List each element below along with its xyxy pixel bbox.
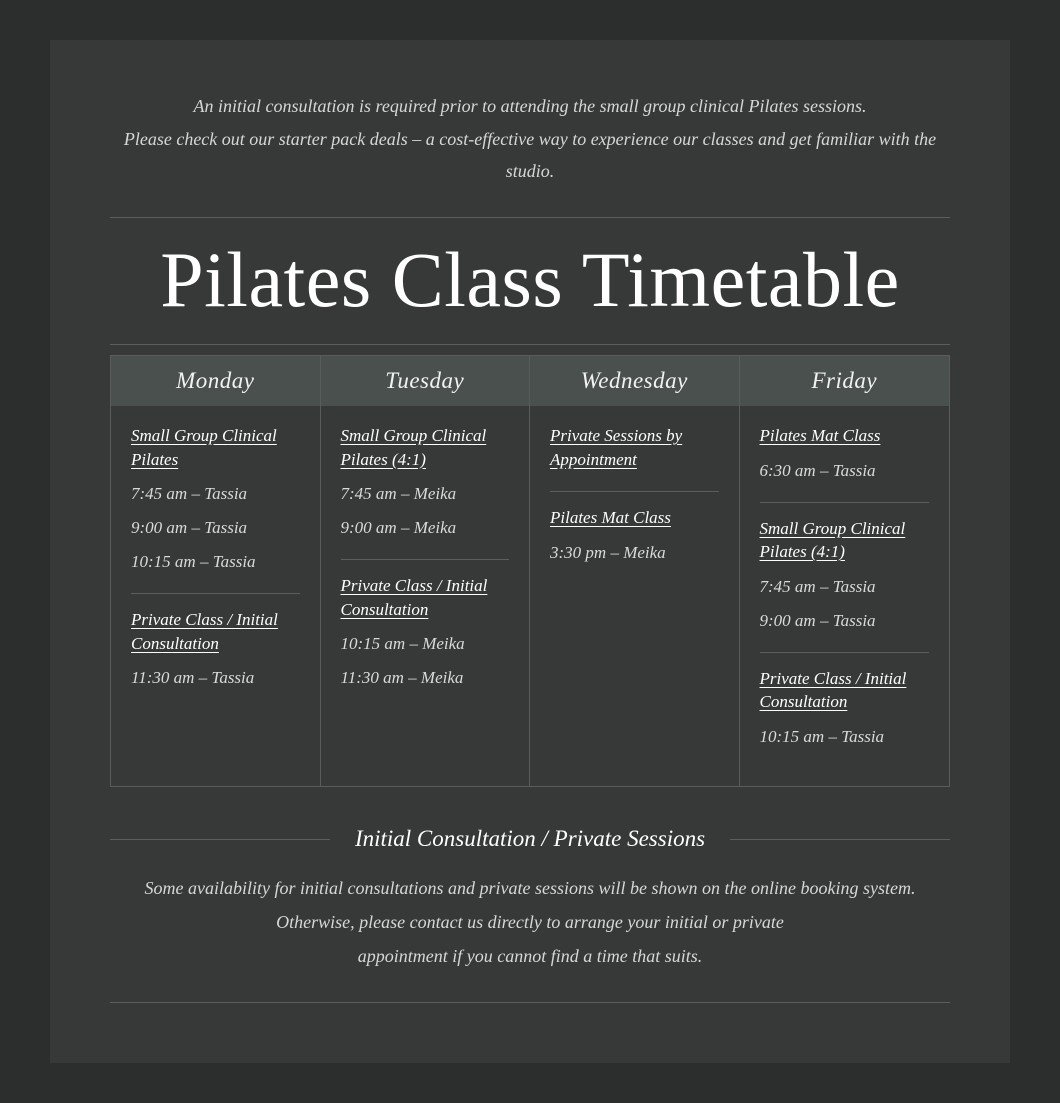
class-time-slot: 7:45 am – Tassia (131, 484, 248, 503)
day-classes (530, 406, 739, 564)
class-link[interactable]: Pilates Mat Class (550, 508, 671, 527)
divider (110, 344, 950, 345)
class-link[interactable]: Small Group Clinical Pilates (4:1) (340, 426, 487, 469)
divider (110, 217, 950, 218)
day-header: Friday (740, 356, 950, 406)
class-time-slot: 11:30 am – Tassia (131, 668, 255, 687)
class-time-slot: 9:00 am – Tassia (131, 518, 248, 537)
class-divider (760, 652, 930, 653)
class-divider (131, 593, 300, 594)
subsection-title: Initial Consultation / Private Sessions (354, 826, 706, 851)
class-link[interactable]: Private Class / Initial Consultation (759, 668, 907, 711)
day-column-monday (111, 356, 321, 786)
class-link[interactable]: Small Group Clinical Pilates (4:1) (759, 518, 906, 561)
divider (110, 1002, 950, 1003)
class-link[interactable]: Pilates Mat Class (759, 426, 881, 445)
class-time-slot: 11:30 am – Meika (340, 668, 464, 687)
timetable (110, 355, 950, 787)
intro-line-1: An initial consultation is required prior to attending the small group clinical Pilates sessions. (193, 96, 867, 116)
class-time-slot: 6:30 am – Tassia (759, 460, 876, 480)
day-column-friday (740, 356, 950, 786)
class-link[interactable]: Private Sessions by Appointment (550, 426, 683, 469)
subsection-line-1: Some availability for initial consultations and private sessions will be shown on the online booking system. (144, 878, 916, 898)
class-divider (341, 559, 510, 560)
page-title: Pilates Class Timetable (160, 236, 900, 323)
class-divider (760, 502, 930, 503)
day-classes (111, 406, 320, 689)
intro-line-2: Please check out our starter pack deals – a cost-effective way to experience our classes and get familiar with the studio. (123, 128, 937, 181)
class-time-slot: 9:00 am – Tassia (759, 610, 876, 630)
intro-text (110, 90, 950, 188)
day-header: Monday (111, 356, 320, 406)
class-time-slot: 10:15 am – Tassia (759, 726, 885, 746)
day-header: Tuesday (321, 356, 530, 406)
class-time-slot: 7:45 am – Tassia (759, 576, 876, 596)
subsection-header (110, 820, 950, 860)
class-divider (550, 491, 719, 492)
class-time-slot: 10:15 am – Tassia (131, 552, 256, 571)
class-link[interactable]: Private Class / Initial Consultation (131, 610, 278, 653)
class-time-slot: 10:15 am – Meika (340, 634, 465, 653)
day-classes (321, 406, 530, 689)
subsection-text (110, 871, 950, 973)
class-link[interactable]: Private Class / Initial Consultation (340, 576, 488, 619)
class-link[interactable]: Small Group Clinical Pilates (131, 426, 277, 469)
day-column-wednesday (530, 356, 740, 786)
class-time-slot: 3:30 pm – Meika (550, 542, 666, 562)
day-header: Wednesday (530, 356, 739, 406)
day-classes (740, 406, 950, 748)
day-column-tuesday (321, 356, 531, 786)
class-time-slot: 7:45 am – Meika (340, 484, 457, 503)
class-time-slot: 9:00 am – Meika (340, 518, 457, 537)
subsection-line-2: Otherwise, please contact us directly to arrange your initial or private appointment if you cannot find a time that suits. (276, 912, 784, 966)
content-panel (50, 40, 1010, 1063)
